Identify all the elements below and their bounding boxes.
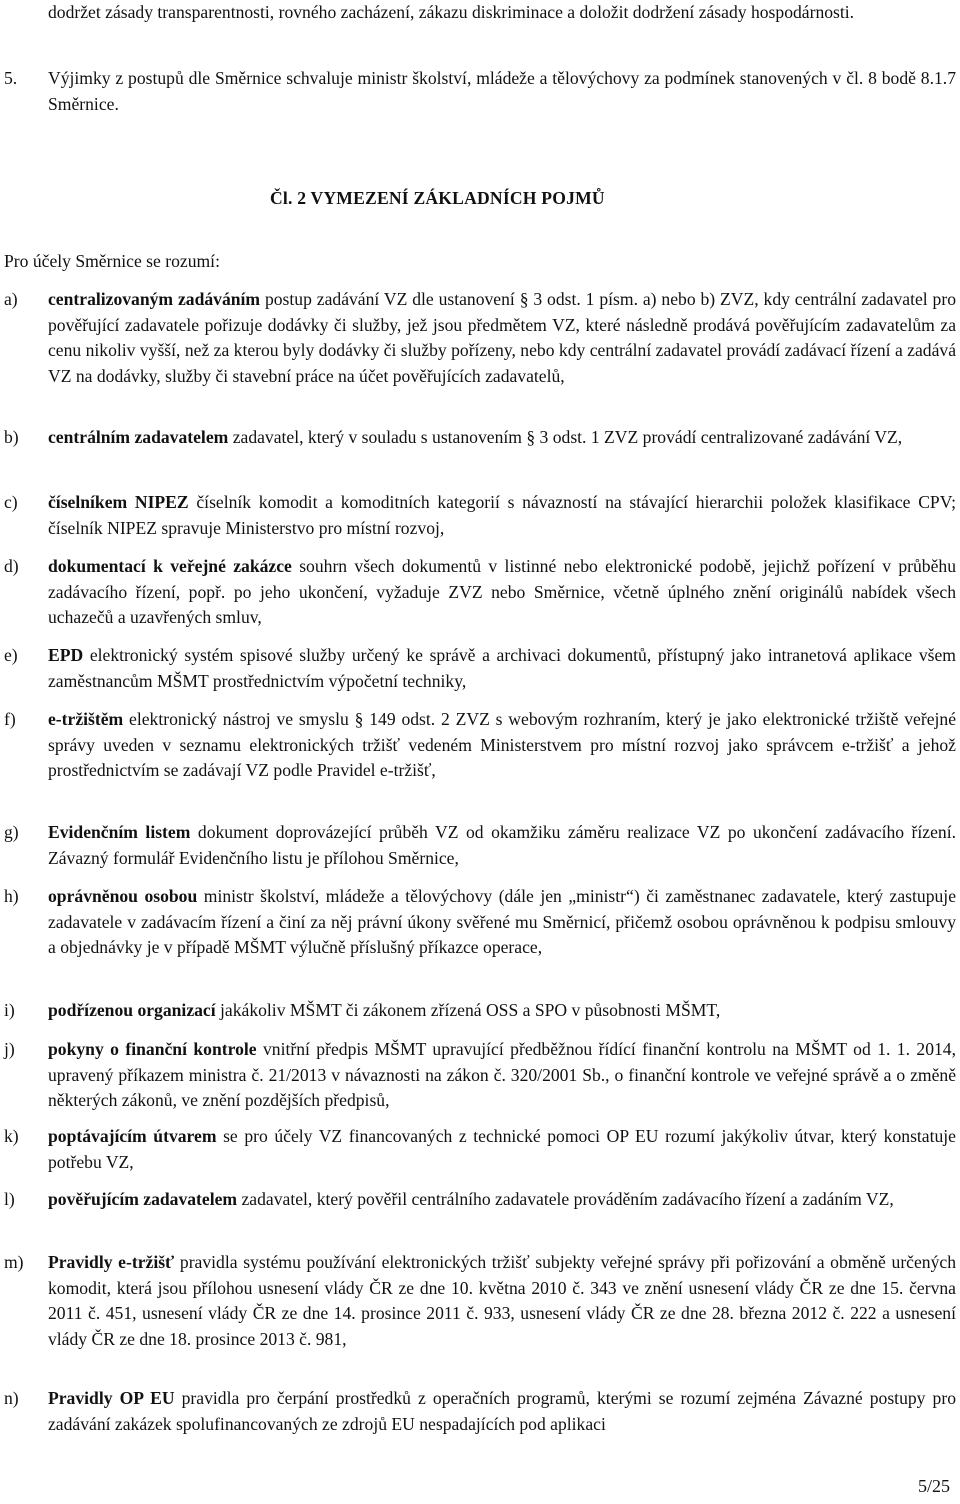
definition-n xyxy=(4,1386,956,1437)
definition-term: centrálním zadavatelem xyxy=(48,427,229,447)
definition-text: pravidla pro čerpání prostředků z operačních programů, kterými se rozumí zejména Závazné postupy pro zadávání zakázek spolufinancovaných ze zdrojů EU nespadajících pod aplikaci xyxy=(48,1388,956,1434)
definition-k xyxy=(4,1124,956,1175)
page-number: 5/25 xyxy=(917,1476,950,1496)
definition-b xyxy=(4,425,956,451)
definition-term: číselníkem NIPEZ xyxy=(48,492,189,512)
definition-j xyxy=(4,1037,956,1114)
definition-label: a) xyxy=(4,289,18,309)
continuation-paragraph: dodržet zásady transparentnosti, rovného zacházení, zákazu diskriminace a doložit dodržení zásady hospodárnosti. xyxy=(48,2,855,22)
definition-a xyxy=(4,287,957,389)
definition-m xyxy=(4,1250,956,1352)
definition-label: m) xyxy=(4,1252,24,1272)
definition-f xyxy=(4,707,956,784)
definition-text: dokument doprovázející průběh VZ od okamžiku záměru realizace VZ po ukončení zadávacího řízení. Závazný formulář Evidenčního listu je přílohou Směrnice, xyxy=(48,822,957,868)
definition-text: pravidla systému používání elektronických tržišť subjekty veřejné správy při pořizování a obměně určených komodit, která jsou přílohou usnesení vlády ČR ze dne 10. května 2010 č. 343 ve znění usnesení vlády ČR ze dne 15. června 2011 č. 451, usnesení vlády ČR ze dne 14. prosince 2011 č. 933, usnesení vlády ČR ze dne 28. března 2012 č. 222 a usnesení vlády ČR ze dne 18. prosince 2013 č. 981, xyxy=(48,1252,956,1349)
definition-term: Pravidly e-tržišť xyxy=(48,1252,175,1272)
definition-term: poptávajícím útvarem xyxy=(48,1126,217,1146)
definition-label: f) xyxy=(4,709,16,729)
definition-term: pověřujícím zadavatelem xyxy=(48,1189,238,1209)
definition-label: g) xyxy=(4,822,19,842)
definition-term: centralizovaným zadáváním xyxy=(48,289,261,309)
definition-term: e-tržištěm xyxy=(48,709,124,729)
definition-label: j) xyxy=(4,1039,15,1059)
definition-label: d) xyxy=(4,556,19,576)
point-5-label: 5. xyxy=(4,68,18,88)
definition-e xyxy=(4,643,956,694)
definition-text: ministr školství, mládeže a tělovýchovy (dále jen „ministr“) či zaměstnanec zadavatele, který zastupuje zadavatele v zadávacím řízení a činí za něj právní úkony svěřené mu Směrnicí, přičemž osobou oprávněnou k podpisu smlouvy a objednávky je v případě MŠMT výlučně příslušný příkazce operace, xyxy=(48,886,956,958)
definition-label: i) xyxy=(4,1000,15,1020)
definition-text: jakákoliv MŠMT či zákonem zřízená OSS a SPO v působnosti MŠMT, xyxy=(215,1000,721,1020)
definition-l xyxy=(4,1187,956,1213)
definition-c xyxy=(4,490,956,541)
definition-g xyxy=(4,820,957,871)
definition-label: h) xyxy=(4,886,19,906)
definition-label: n) xyxy=(4,1388,19,1408)
definition-text: elektronický systém spisové služby určený ke správě a archivaci dokumentů, přístupný jako intranetová aplikace všem zaměstnancům MŠMT prostřednictvím výpočetní techniky, xyxy=(48,645,956,691)
definition-term: Evidenčním listem xyxy=(48,822,191,842)
definition-label: k) xyxy=(4,1126,19,1146)
definition-text: elektronický nástroj ve smyslu § 149 odst. 2 ZVZ s webovým rozhraním, který je jako elektronické tržiště veřejné správy uveden v seznamu elektronických tržišť vedeném Ministerstvem pro místní rozvoj jako správcem e-tržišť a jehož prostřednictvím se zadávají VZ podle Pravidel e-tržišť, xyxy=(48,709,956,781)
point-5 xyxy=(4,66,956,117)
definition-label: c) xyxy=(4,492,18,512)
definition-term: Pravidly OP EU xyxy=(48,1388,175,1408)
definition-d xyxy=(4,554,956,631)
definition-term: dokumentací k veřejné zakázce xyxy=(48,556,292,576)
definition-label: l) xyxy=(4,1189,15,1209)
definition-text: postup zadávání VZ dle ustanovení § 3 odst. 1 písm. a) nebo b) ZVZ, kdy centrální zadavatel pro pověřující zadavatele pořizuje dodávky či služby, jež jsou předmětem VZ, které následně prodává pověřujícím zadavatelům za cenu nikoliv vyšší, než za kterou byly dodávky či služby pořízeny, nebo kdy centrální zadavatel provádí zadávací řízení a zadává VZ na dodávky, služby či stavební práce na účet pověřujících zadavatelů, xyxy=(48,289,957,386)
definition-label: e) xyxy=(4,645,18,665)
definition-text: zadavatel, který pověřil centrálního zadavatele prováděním zadávacího řízení a zadáním VZ, xyxy=(237,1189,894,1209)
definition-term: oprávněnou osobou xyxy=(48,886,198,906)
definitions-lead: Pro účely Směrnice se rozumí: xyxy=(4,251,220,271)
definition-text: vnitřní předpis MŠMT upravující předběžnou řídící finanční kontrolu na MŠMT od 1. 1. 2014, upravený příkazem ministra č. 21/2013 v návaznosti na zákon č. 320/2001 Sb., o finanční kontrole ve veřejné správě a o změně některých zákonů, ve znění pozdějších předpisů, xyxy=(48,1039,956,1111)
definition-text: se pro účely VZ financovaných z technické pomoci OP EU rozumí jakýkoliv útvar, který konstatuje potřebu VZ, xyxy=(48,1126,956,1172)
point-5-text: Výjimky z postupů dle Směrnice schvaluje ministr školství, mládeže a tělovýchovy za podmínek stanovených v čl. 8 bodě 8.1.7 Směrnice. xyxy=(48,68,956,114)
definition-text: souhrn všech dokumentů v listinné nebo elektronické podobě, jejichž pořízení v průběhu zadávacího řízení, popř. po jeho ukončení, vyžaduje ZVZ nebo Směrnice, včetně úplného znění originálů nabídek všech uchazečů a uzavřených smluv, xyxy=(48,556,956,628)
definition-term: podřízenou organizací xyxy=(48,1000,216,1020)
definition-term: EPD xyxy=(48,645,84,665)
article-heading: Čl. 2 VYMEZENÍ ZÁKLADNÍCH POJMŮ xyxy=(270,188,605,208)
definition-label: b) xyxy=(4,427,19,447)
definition-h xyxy=(4,884,956,961)
definition-i xyxy=(4,998,956,1024)
definition-term: pokyny o finanční kontrole xyxy=(48,1039,257,1059)
definition-text: číselník komodit a komoditních kategorií s návazností na stávající hierarchii položek klasifikace CPV; číselník NIPEZ spravuje Ministerstvo pro místní rozvoj, xyxy=(48,492,956,538)
definition-text: zadavatel, který v souladu s ustanovením § 3 odst. 1 ZVZ provádí centralizované zadávání VZ, xyxy=(228,427,903,447)
